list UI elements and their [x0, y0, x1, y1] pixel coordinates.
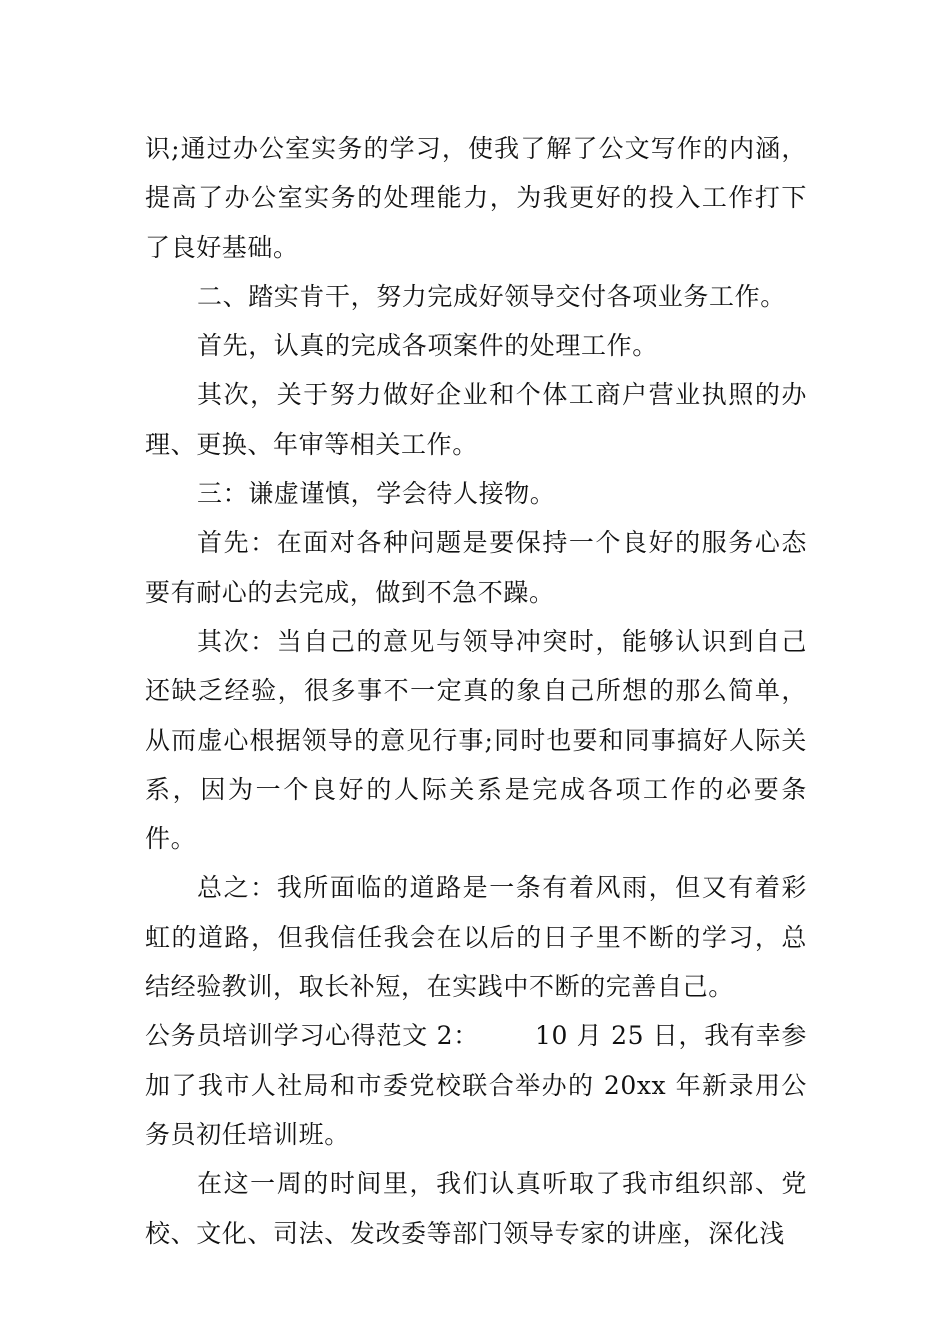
paragraph-2: 二、踏实肯干，努力完成好领导交付各项业务工作。 [197, 281, 786, 311]
paragraph-8: 总之：我所面临的道路是一条有着风雨，但又有着彩虹的道路，但我信任我会在以后的日子里不断的学习，总结经验教训，取长补短，在实践中不断的完善自己。 [145, 873, 807, 1002]
paragraph-last: 在这一周的时间里，我们认真听取了我市组织部、党校、文化、司法、发改委等部门领导专家的讲座，深化浅 [145, 1169, 807, 1248]
paragraph-7: 其次：当自己的意见与领导冲突时，能够认识到自己还缺乏经验，很多事不一定真的象自己所想的那么简单，从而虚心根据领导的意见行事;同时也要和同事搞好人际关系，因为一个良好的人际关系是完成各项工作的必要条件。 [145, 626, 807, 854]
paragraph-6: 首先：在面对各种问题是要保持一个良好的服务心态要有耐心的去完成，做到不急不躁。 [145, 528, 807, 607]
paragraph-1: 识;通过办公室实务的学习，使我了解了公文写作的内涵，提高了办公室实务的处理能力，为我更好的投入工作打下了良好基础。 [145, 134, 807, 262]
paragraph-4: 其次，关于努力做好企业和个体工商户营业执照的办理、更换、年审等相关工作。 [145, 380, 807, 459]
section-text: 10 月 25 日，我有幸参加了我市人社局和市委党校联合举办的 20xx 年新录用公务员初任培训班。 [145, 1021, 807, 1149]
section-paragraph [145, 1011, 807, 1159]
document-body [145, 124, 807, 1258]
paragraph-3: 首先，认真的完成各项案件的处理工作。 [197, 331, 658, 361]
section-heading: 公务员培训学习心得范文 2： [145, 1021, 479, 1051]
paragraph-5: 三：谦虚谨慎，学会待人接物。 [197, 479, 556, 509]
